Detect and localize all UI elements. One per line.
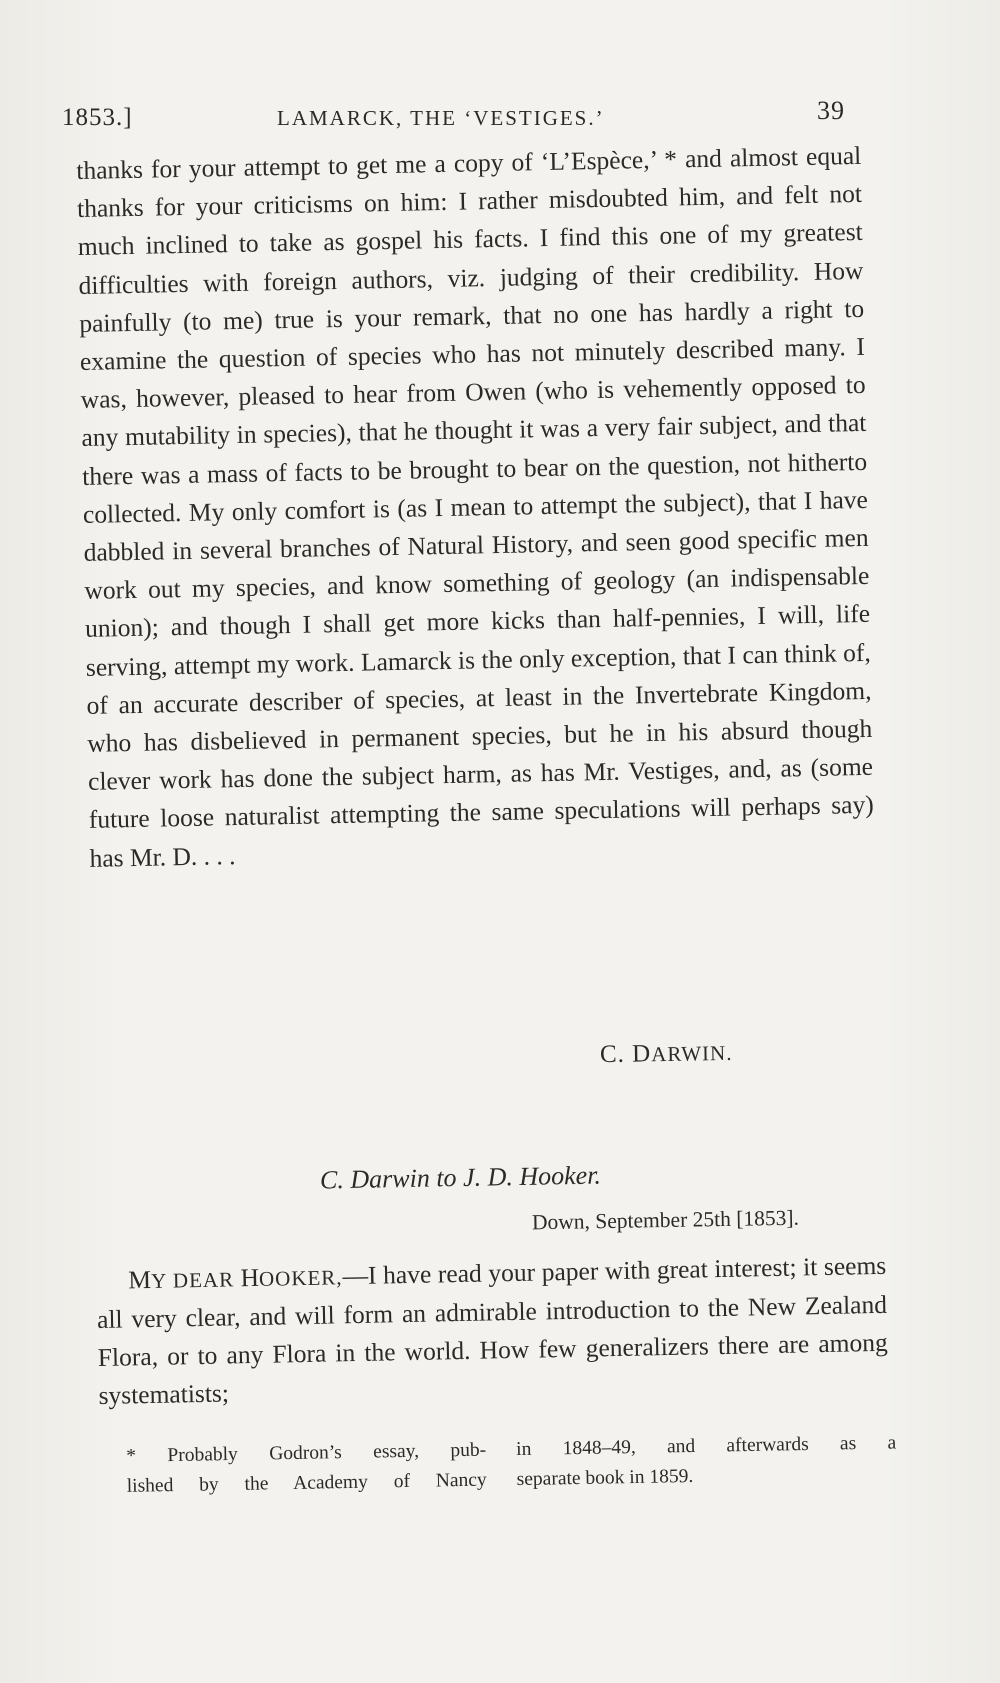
signature-rest: ARWIN. (651, 1040, 733, 1067)
header-year: 1853.] (62, 104, 133, 131)
letter-dateline: Down, September 25th [1853]. (531, 1205, 800, 1235)
signature-initial: C. D (599, 1040, 652, 1069)
salutation-name-smallcaps: OOKER, (258, 1265, 343, 1291)
footnote-line: lished by the Academy of Nancy (126, 1469, 487, 1497)
page-number: 39 (817, 96, 845, 125)
footnote-line: separate book in 1859. (516, 1465, 694, 1491)
main-body-text (76, 137, 875, 878)
footnote (118, 1428, 898, 1497)
letter-text: —I have read your paper with great interest; it seems all very clear, and will form an admirable introduction to the New Zealand Flora, or to any Flora in the world. How few generalizers there are among systematists; (96, 1250, 888, 1410)
signature (600, 1039, 733, 1069)
running-title: LAMARCK, THE ‘VESTIGES.’ (277, 106, 605, 130)
footnote-line: * Probably Godron’s essay, pub- (126, 1439, 487, 1467)
footnote-right-column (516, 1428, 897, 1495)
letter-body (96, 1247, 889, 1415)
footnote-left-column (126, 1436, 487, 1502)
body-paragraph: thanks for your attempt to get me a copy of ‘L’Espèce,’ * and almost equal thanks for your criticisms on him: I rather misdoubted him, and felt not much inclined to take as gospel his facts. I find this one of my greatest difficulties with foreign authors, viz. judging of their credibility. How painfully (to me) true is your remark, that no one has hardly a right to examine the question of species who has not minutely described many. I was, however, pleased to hear from Owen (who is vehemently opposed to any mutability in species), that he thought it was a very fair subject, and that there was a mass of facts to be brought to bear on the question, not hitherto collected. My only comfort is (as I mean to attempt the subject), that I have dabbled in several branches of Natural History, and seen good specific men work out my species, and know something of geology (an indispensable union); and though I shall get more kicks than half-pennies, I will, life serving, attempt my work. Lamarck is the only exception, that I can think of, of an accurate describer of species, at least in the Invertebrate Kingdom, who has disbelieved in permanent species, but he in his absurd though clever work has done the subject harm, as has Mr. Vestiges, and, as (some future loose naturalist attempting the same speculations will perhaps say) has Mr. D. . . . (76, 140, 874, 873)
letter-paragraph (96, 1247, 889, 1415)
page-header (62, 96, 862, 136)
salutation-initial: M (128, 1264, 152, 1295)
salutation-smallcaps: Y DEAR (150, 1267, 241, 1293)
salutation-name-initial: H (240, 1262, 260, 1293)
footnote-line: in 1848–49, and afterwards as a (516, 1432, 897, 1461)
letter-heading: C. Darwin to J. D. Hooker. (319, 1160, 602, 1195)
